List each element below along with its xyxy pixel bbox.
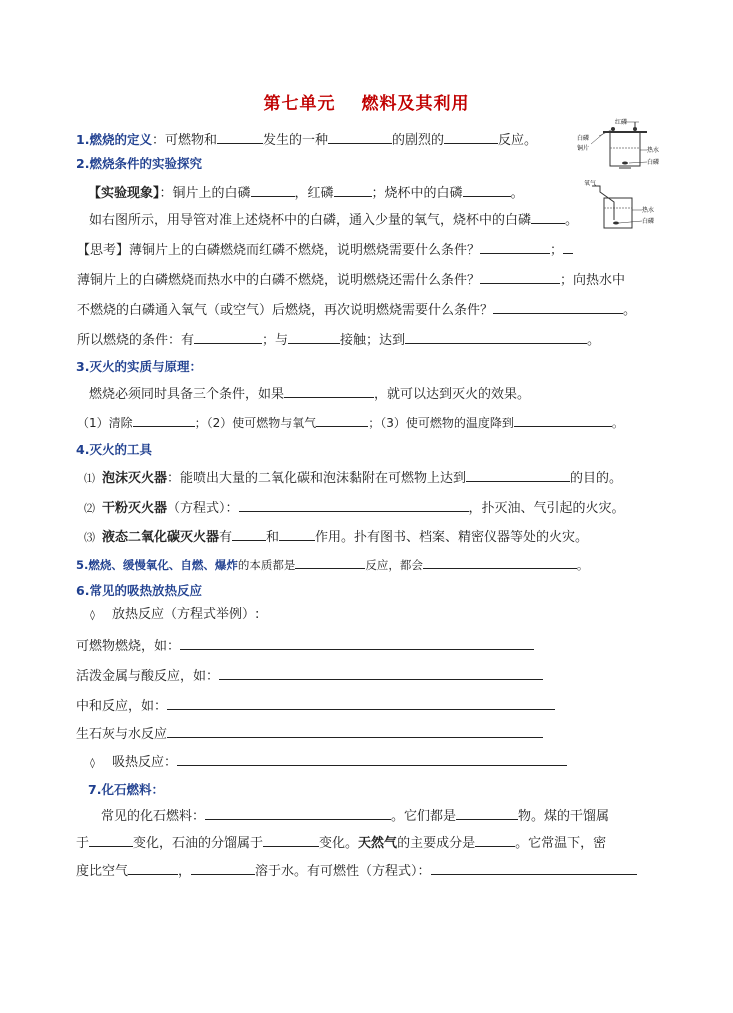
s4-text: 的目的。 [570, 471, 623, 486]
blank [493, 301, 623, 314]
s7-heading-line [88, 782, 164, 799]
blank [463, 184, 511, 197]
s1-line [76, 131, 537, 149]
bullet-icon: ◊ [90, 610, 95, 621]
blank [316, 414, 368, 427]
blank [205, 807, 391, 820]
blank [239, 499, 469, 512]
s1-heading: 1.燃烧的定义 [76, 132, 152, 147]
s6-r2 [76, 667, 543, 685]
s7-text: 的主要成分是 [397, 836, 476, 851]
s5-text: 的本质都是 [237, 558, 296, 572]
s7-line-3 [76, 862, 637, 880]
blank [456, 807, 518, 820]
s6-text: 生石灰与水反应 [76, 727, 168, 742]
blank [177, 753, 567, 766]
blank [405, 331, 587, 344]
s3-methods [77, 414, 624, 431]
s3-text: 。 [611, 416, 624, 430]
beaker [610, 132, 640, 166]
s4-text: （方程式）： [167, 501, 239, 516]
s2-observation [88, 184, 524, 202]
blank [328, 131, 392, 144]
s6-text: 可燃物燃烧，如： [76, 639, 181, 654]
blank [531, 211, 565, 224]
s6-r3 [76, 697, 555, 715]
page-title [0, 89, 733, 114]
s2-text: 如右图所示，用导管对准上述烧杯中的白磷，通入少量的氧气，烧杯中的白磷 [89, 213, 532, 228]
s1-text: 的剧烈的 [391, 133, 444, 148]
s2-think-2 [77, 271, 625, 289]
s7-text: 。它们都是 [391, 809, 457, 824]
s2-figure-text [89, 211, 578, 229]
s2-text: 接触；达到 [340, 333, 406, 348]
blank [133, 414, 195, 427]
s7-line-1 [101, 807, 609, 825]
blank [167, 697, 555, 710]
s2-think-3 [77, 301, 636, 319]
s3-text: ；（3）使可燃物的温度降到 [368, 416, 514, 430]
s2-conditions [77, 331, 600, 349]
fig2-label: 氧气 [584, 180, 597, 187]
s7-text: 。它常温下，密 [515, 836, 607, 851]
s3-text: ，就可以达到灭火的效果。 [374, 387, 531, 402]
s1-text: 发生的一种 [262, 133, 328, 148]
s6-text: 放热反应（方程式举例）: [112, 607, 260, 622]
experiment-figure-1 [577, 118, 659, 176]
blank [288, 331, 340, 344]
s6-heading: 6.常见的吸热放热反应 [76, 583, 202, 598]
title-unit: 第七单元 [263, 94, 336, 114]
s2-text: ；烧杯中的白磷 [371, 186, 463, 201]
blank [423, 556, 577, 569]
blank [219, 667, 543, 680]
title-topic: 燃料及其利用 [361, 94, 470, 114]
gas-tube [592, 186, 614, 220]
s7-text: 溶于水。有可燃性（方程式）： [255, 864, 431, 879]
s2-text: 所以燃烧的条件：有 [77, 333, 195, 348]
s4-text: ，扑灭油、气引起的火灾。 [468, 501, 625, 516]
blank [167, 725, 543, 738]
obs-label: 【实验现象】 [88, 186, 160, 201]
s1-text: ：可燃物和 [151, 133, 217, 148]
blank [191, 862, 255, 875]
s4-text: ：能喷出大量的二氧化碳和泡沫黏附在可燃物上达到 [167, 471, 467, 486]
s6-r4 [76, 725, 543, 743]
blank [284, 385, 374, 398]
s7-text: 度比空气 [76, 864, 129, 879]
blank [217, 131, 263, 144]
blank [263, 834, 319, 847]
s2-text: ，红磷 [294, 186, 334, 201]
s4-text: 有 [219, 530, 233, 545]
s2-heading-line [76, 156, 202, 173]
fig1-label: 白磷 [577, 135, 590, 142]
s3-heading: 3.灭火的实质与原理： [76, 359, 202, 374]
s1-text: 反应。 [498, 133, 538, 148]
s4-item-1 [84, 469, 622, 487]
s2-text: 。 [510, 186, 524, 201]
s2-text: ；向热水中 [560, 273, 626, 288]
bullet-icon: ◊ [90, 758, 95, 769]
s4-text: 作用。扑有图书、档案、精密仪器等处的火灾。 [315, 530, 589, 545]
s7-text: 常见的化石燃料： [101, 809, 206, 824]
s6-text: 吸热反应： [112, 755, 178, 770]
s2-think-1 [77, 241, 573, 259]
item-marker: ⑴ [84, 472, 95, 485]
extinguisher-name: 泡沫灭火器 [102, 471, 168, 486]
s4-text: 和 [266, 530, 280, 545]
fig1-label: 白磷 [647, 159, 659, 166]
blank [480, 271, 560, 284]
s5-text: 反应，都会 [365, 558, 423, 572]
s4-item-2 [84, 499, 625, 517]
s5-line [76, 556, 588, 573]
s2-text: ：铜片上的白磷 [159, 186, 251, 201]
blank [466, 469, 570, 482]
blank [279, 528, 315, 541]
s6-exo [90, 607, 259, 624]
s6-text: 活泼金属与酸反应，如： [76, 669, 220, 684]
natural-gas-term: 天然气 [358, 836, 398, 851]
blank [128, 862, 178, 875]
extinguisher-name: 干粉灭火器 [102, 501, 168, 516]
s5-heading: 5.燃烧、缓慢氧化、自燃、爆炸 [76, 558, 238, 572]
blank [180, 637, 534, 650]
s2-heading: 2.燃烧条件的实验探究 [76, 156, 202, 171]
s3-text: 燃烧必须同时具备三个条件，如果 [89, 387, 285, 402]
s7-text: 于 [76, 836, 90, 851]
s4-item-3 [84, 528, 588, 546]
s4-heading: 4.灭火的工具 [76, 442, 152, 457]
blank [89, 834, 133, 847]
blank [232, 528, 266, 541]
s5-text: 。 [576, 558, 589, 572]
fig2-label: 白磷 [642, 218, 655, 225]
s2-text: 薄铜片上的白磷燃烧而热水中的白磷不燃烧，说明燃烧还需什么条件？ [77, 273, 481, 288]
item-marker: ⑵ [84, 502, 95, 515]
s2-text: ；与 [262, 333, 289, 348]
s7-text: ， [178, 864, 192, 879]
s2-text: ； [550, 243, 564, 258]
blank [431, 862, 637, 875]
fig1-label: 热水 [647, 147, 659, 154]
s6-endo [90, 753, 567, 772]
blank [295, 556, 365, 569]
blank [334, 184, 372, 197]
blank [475, 834, 515, 847]
blank [563, 241, 573, 254]
blank [194, 331, 262, 344]
s6-text: 中和反应，如： [76, 699, 168, 714]
extinguisher-name: 液态二氧化碳灭火器 [102, 530, 220, 545]
s7-text: 变化。 [319, 836, 359, 851]
s3-text: ；（2）使可燃物与氧气 [194, 416, 317, 430]
s2-text: 不燃烧的白磷通入氧气（或空气）后燃烧，再次说明燃烧需要什么条件？ [77, 303, 494, 318]
s3-line-1 [89, 385, 530, 403]
s2-text: 【思考】薄铜片上的白磷燃烧而红磷不燃烧，说明燃烧需要什么条件？ [77, 243, 481, 258]
experiment-figure-2 [584, 180, 659, 232]
s3-text: （1）清除 [77, 416, 133, 430]
fig1-label: 铜片 [577, 145, 590, 152]
blank [514, 414, 612, 427]
s7-heading: 7.化石燃料： [88, 782, 164, 797]
s2-text: 。 [623, 303, 637, 318]
fig1-label: 红磷 [615, 119, 628, 126]
item-marker: ⑶ [84, 531, 95, 544]
blank [251, 184, 295, 197]
fig2-label: 热水 [642, 207, 655, 214]
s2-text: 。 [565, 213, 579, 228]
s7-text: 物。煤的干馏属 [518, 809, 610, 824]
s3-heading-line [76, 359, 202, 376]
blank [480, 241, 550, 254]
s4-heading-line [76, 442, 152, 459]
blank [444, 131, 498, 144]
s6-heading-line [76, 583, 202, 600]
s2-text: 。 [587, 333, 601, 348]
s7-text: 变化，石油的分馏属于 [133, 836, 264, 851]
s6-r1 [76, 637, 534, 655]
s7-line-2 [76, 834, 606, 852]
